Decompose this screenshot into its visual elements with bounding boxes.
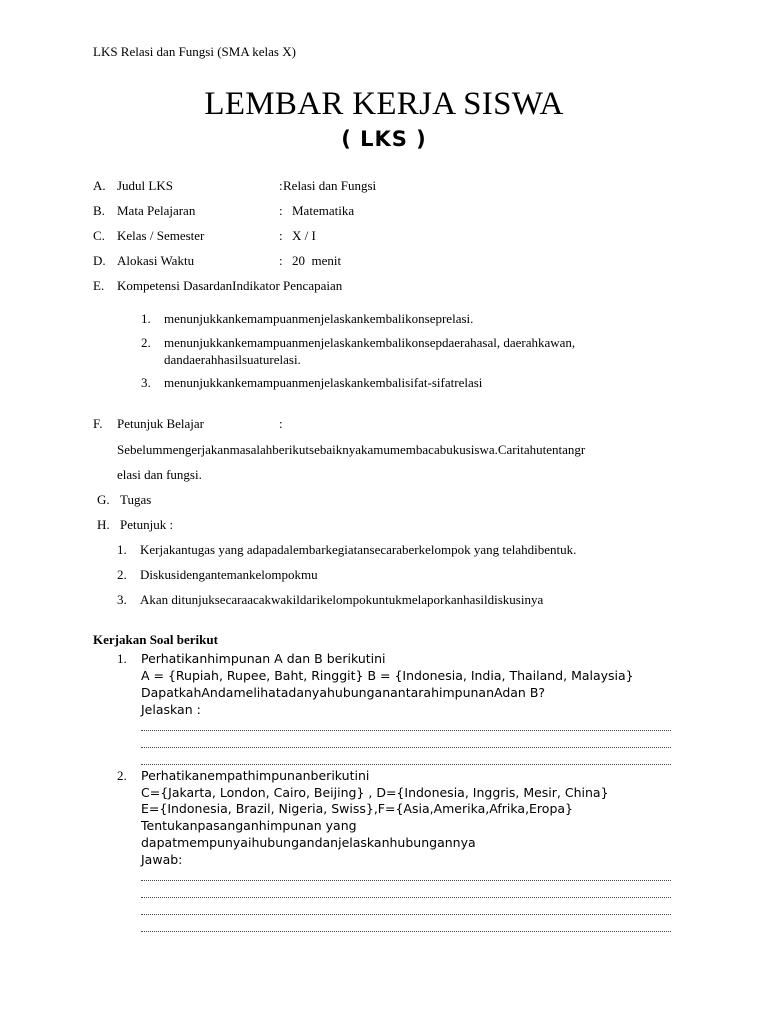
soal-num-1: 1. — [117, 651, 127, 666]
info-label-mapel: Mata Pelajaran — [117, 203, 196, 218]
soal-1-line-1: Perhatikanhimpunan A dan B berikutini — [141, 651, 386, 666]
petunjuk-belajar-letter: F. — [93, 416, 103, 431]
info-sep-judul: : — [279, 178, 283, 193]
answer-line — [141, 880, 671, 881]
soal-2-line-5: dapatmempunyaihubungandanjelaskanhubungannya — [141, 835, 476, 850]
kompetensi-num-3: 3. — [141, 375, 151, 390]
kompetensi-item-3: menunjukkankemampuanmenjelaskankembalisifat-sifatrelasi — [164, 375, 483, 390]
soal-2-line-4: Tentukanpasanganhimpunan yang — [141, 818, 357, 833]
tugas-label: Tugas — [120, 492, 152, 507]
petunjuk-belajar-line2: elasi dan fungsi. — [117, 467, 202, 482]
answer-line — [141, 914, 671, 915]
petunjuk-letter: H. — [97, 517, 110, 532]
soal-num-2: 2. — [117, 768, 127, 783]
kompetensi-num-2: 2. — [141, 335, 151, 350]
petunjuk-num-2: 2. — [117, 567, 127, 582]
info-letter-b: B. — [93, 203, 105, 218]
answer-line — [141, 931, 671, 932]
petunjuk-item-2: Diskusidengantemankelompokmu — [140, 567, 318, 582]
info-letter-c: C. — [93, 228, 105, 243]
petunjuk-belajar-sep: : — [279, 416, 283, 431]
info-sep-waktu: : — [279, 253, 283, 268]
info-value-judul: Relasi dan Fungsi — [283, 178, 377, 193]
petunjuk-num-1: 1. — [117, 542, 127, 557]
kompetensi-item-1: menunjukkankemampuanmenjelaskankembalikonseprelasi. — [164, 311, 474, 326]
petunjuk-belajar-label: Petunjuk Belajar — [117, 416, 205, 431]
kompetensi-num-1: 1. — [141, 311, 151, 326]
soal-2-line-6: Jawab: — [141, 852, 183, 867]
soal-2-line-1: Perhatikanempathimpunanberikutini — [141, 768, 370, 783]
info-sep-kelas: : — [279, 228, 283, 243]
soal-1-line-3: DapatkahAndamelihatadanyahubunganantarahimpunanAdan B? — [141, 685, 546, 700]
soal-1-line-4: Jelaskan : — [141, 702, 201, 717]
page-title: LEMBAR KERJA SISWA — [204, 86, 564, 122]
kompetensi-item-2-cont: dandaerahhasilsuaturelasi. — [164, 352, 301, 367]
kompetensi-item-2: menunjukkankemampuanmenjelaskankembalikonsepdaerahasal, daerahkawan, — [164, 335, 576, 350]
answer-line — [141, 764, 671, 765]
petunjuk-num-3: 3. — [117, 592, 127, 607]
info-label-kompetensi: Kompetensi DasardanIndikator Pencapaian — [117, 278, 343, 293]
info-value-kelas: X / I — [292, 228, 316, 243]
info-letter-d: D. — [93, 253, 106, 268]
info-letter-e: E. — [93, 278, 105, 293]
info-label-waktu: Alokasi Waktu — [117, 253, 195, 268]
info-value-mapel: Matematika — [292, 203, 355, 218]
soal-heading: Kerjakan Soal berikut — [93, 632, 218, 647]
info-value-waktu: 20 menit — [292, 253, 342, 268]
petunjuk-item-3: Akan ditunjuksecaraacakwakildarikelompokuntukmelaporkanhasildiskusinya — [140, 592, 544, 607]
document-header: LKS Relasi dan Fungsi (SMA kelas X) — [93, 44, 296, 59]
soal-1-line-2: A = {Rupiah, Rupee, Baht, Ringgit} B = {Indonesia, India, Thailand, Malaysia} — [141, 668, 634, 683]
info-label-judul: Judul LKS — [117, 178, 173, 193]
soal-2-line-3: E={Indonesia, Brazil, Nigeria, Swiss},F={Asia,Amerika,Afrika,Eropa} — [141, 801, 573, 816]
answer-line — [141, 897, 671, 898]
soal-2-line-2: C={Jakarta, London, Cairo, Beijing} , D={Indonesia, Inggris, Mesir, China} — [141, 785, 609, 800]
petunjuk-belajar-line1: Sebelummengerjakanmasalahberikutsebaiknyakamumembacabukusiswa.Caritahutentangr — [117, 442, 586, 457]
answer-line — [141, 747, 671, 748]
info-label-kelas: Kelas / Semester — [117, 228, 205, 243]
tugas-letter: G. — [97, 492, 110, 507]
info-sep-mapel: : — [279, 203, 283, 218]
petunjuk-item-1: Kerjakantugas yang adapadalembarkegiatansecaraberkelompok yang telahdibentuk. — [140, 542, 577, 557]
petunjuk-label: Petunjuk : — [120, 517, 174, 532]
answer-line — [141, 730, 671, 731]
page-subtitle: ( LKS ) — [341, 127, 427, 151]
info-letter-a: A. — [93, 178, 106, 193]
